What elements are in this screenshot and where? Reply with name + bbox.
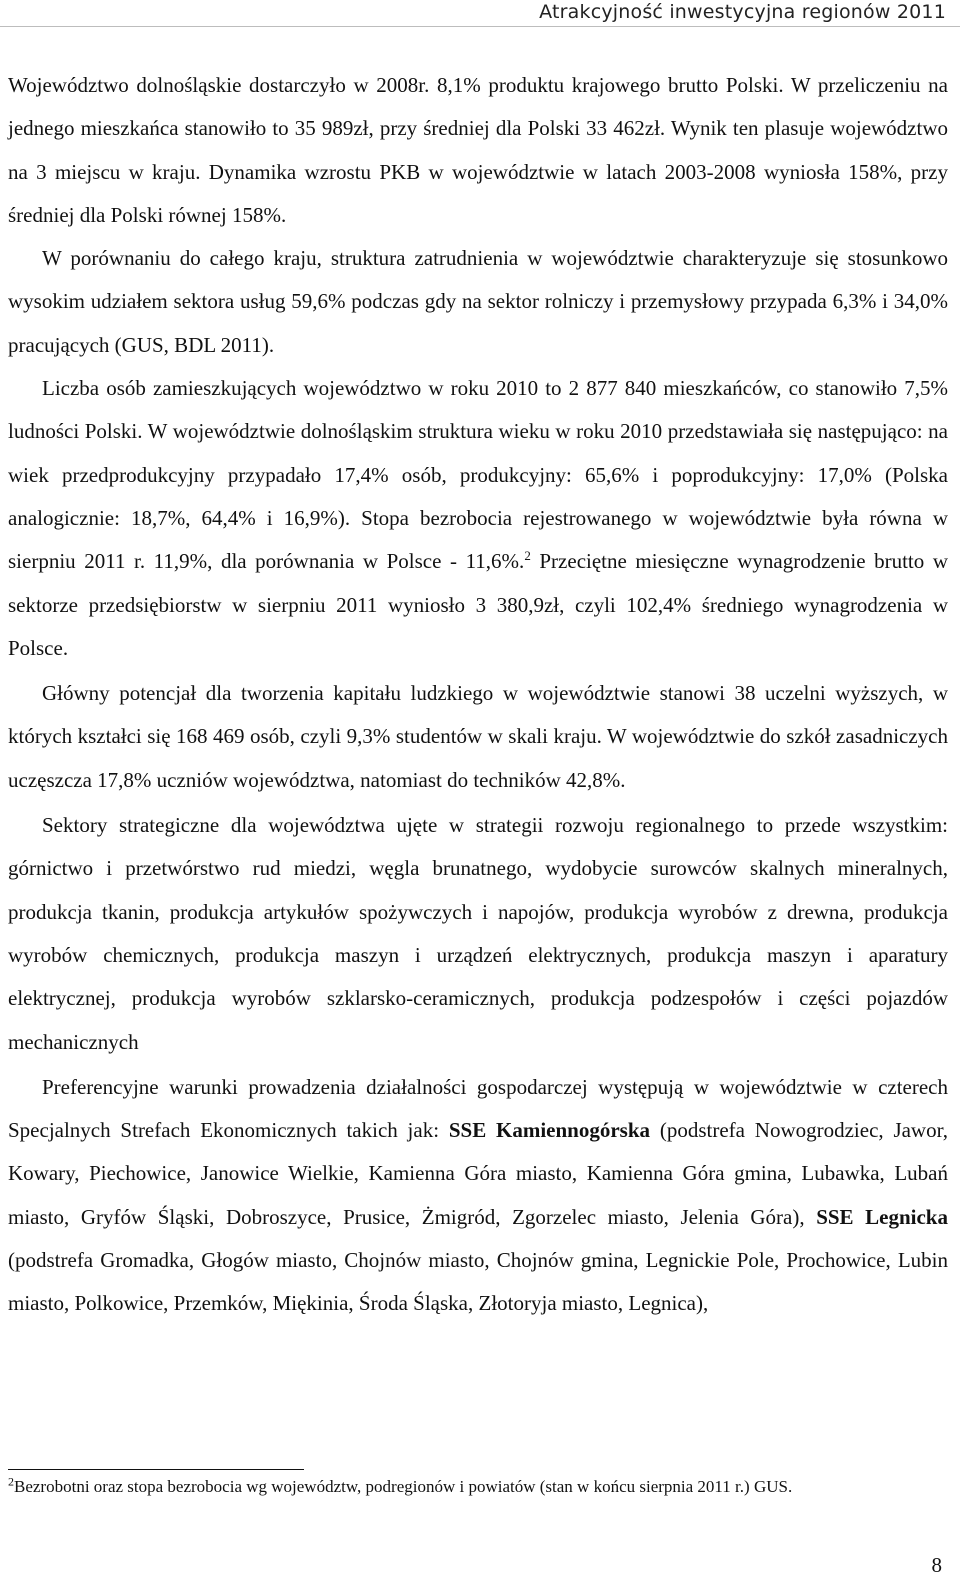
footnote: [8, 1474, 948, 1499]
paragraph-strategic-sectors: Sektory strategiczne dla województwa ujęte w strategii rozwoju regionalnego to przede wszystkim: górnictwo i przetwórstwo rud miedzi, węgla brunatnego, wydobycie surowców skalnych mineralnych, produkcja tkanin, produkcja artykułów spożywczych i napojów, produkcja wyrobów z drewna, produkcja wyrobów chemicznych, produkcja maszyn i urządzeń elektrycznych, produkcja maszyn i aparatury elektrycznej, produkcja wyrobów szklarsko-ceramicznych, produkcja podzespołów i części pojazdów mechanicznych: [8, 813, 948, 1054]
header-title: Atrakcyjność inwestycyjna regionów 2011: [539, 1, 946, 23]
paragraph-population: [8, 367, 948, 670]
footnote-text: Bezrobotni oraz stopa bezrobocia wg województw, podregionów i powiatów (stan w końcu sierpnia 2011 r.) GUS.: [14, 1477, 793, 1496]
page-header: [0, 0, 960, 27]
sse-legnicka: SSE Legnicka: [816, 1204, 948, 1229]
footnote-marker: 2: [8, 1474, 14, 1489]
sse-kamiennogorska: SSE Kamiennogórska: [448, 1118, 651, 1143]
paragraph-gdp: Województwo dolnośląskie dostarczyło w 2008r. 8,1% produktu krajowego brutto Polski. W przeliczeniu na jednego mieszkańca stanowiło to 35 989zł, przy średniej dla Polski 33 462zł. Wynik ten plasuje województwo na 3 miejscu w kraju. Dynamika wzrostu PKB w województwie w latach 2003-2008 wyniosła 158%, przy średniej dla Polski równej 158%.: [8, 73, 948, 227]
footnote-reference[interactable]: 2: [524, 548, 531, 564]
paragraph-human-capital: Główny potencjał dla tworzenia kapitału ludzkiego w województwie stanowi 38 uczelni wyższych, w których kształci się 168 469 osób, czyli 9,3% studentów w skali kraju. W województwie do szkół zasadniczych uczęszcza 17,8% uczniów województwa, natomiast do techników 42,8%.: [8, 681, 948, 792]
legnicka-subzones: (podstrefa Gromadka, Głogów miasto, Chojnów miasto, Chojnów gmina, Legnickie Pole, Prochowice, Lubin miasto, Polkowice, Przemków, Miękinia, Środa Śląska, Złotoryja miasto, Legnica),: [8, 1248, 948, 1316]
footnote-separator: [8, 1469, 304, 1470]
kamiennogorska-subzones: (podstrefa Nowogrodziec, Jawor, Kowary, Piechowice, Janowice Wielkie, Kamienna Góra miasto, Kamienna Góra gmina, Lubawka, Lubań miasto, Gryfów Śląski, Dobroszyce, Prusice, Żmigród, Zgorzelec miasto, Jelenia Góra),: [8, 1118, 949, 1229]
paragraph-economic-zones: [8, 1066, 948, 1326]
wages-text: Przeciętne miesięczne wynagrodzenie brutto w sektorze przedsiębiorstw w sierpniu 2011 wyniosło 3 380,9zł, czyli 102,4% średniego wynagrodzenia w Polsce.: [8, 549, 948, 660]
zones-intro-text: Preferencyjne warunki prowadzenia działalności gospodarczej występują w województwie w czterech Specjalnych Strefach Ekonomicznych takich jak:: [8, 1074, 948, 1143]
population-text: Liczba osób zamieszkujących województwo w roku 2010 to 2 877 840 mieszkańców, co stanowiło 7,5% ludności Polski. W województwie dolnośląskim struktura wieku w roku 2010 przedstawiała się następująco: na wiek przedprodukcyjny przypadało 17,4% osób, produkcyjny: 65,6% i poprodukcyjny: 17,0% (Polska analogicznie: 18,7%, 64,4% i 16,9%). Stopa bezrobocia rejestrowanego w województwie była równa w sierpniu 2011 r. 11,9%, dla porównania w Polsce - 11,6%.: [8, 376, 948, 574]
paragraph-employment: W porównaniu do całego kraju, struktura zatrudnienia w województwie charakteryzuje się stosunkowo wysokim udziałem sektora usług 59,6% podczas gdy na sektor rolniczy i przemysłowy przypada 6,3% i 34,0% pracujących (GUS, BDL 2011).: [8, 246, 948, 357]
document-body: [8, 64, 948, 1326]
page-number: 8: [931, 1553, 942, 1577]
